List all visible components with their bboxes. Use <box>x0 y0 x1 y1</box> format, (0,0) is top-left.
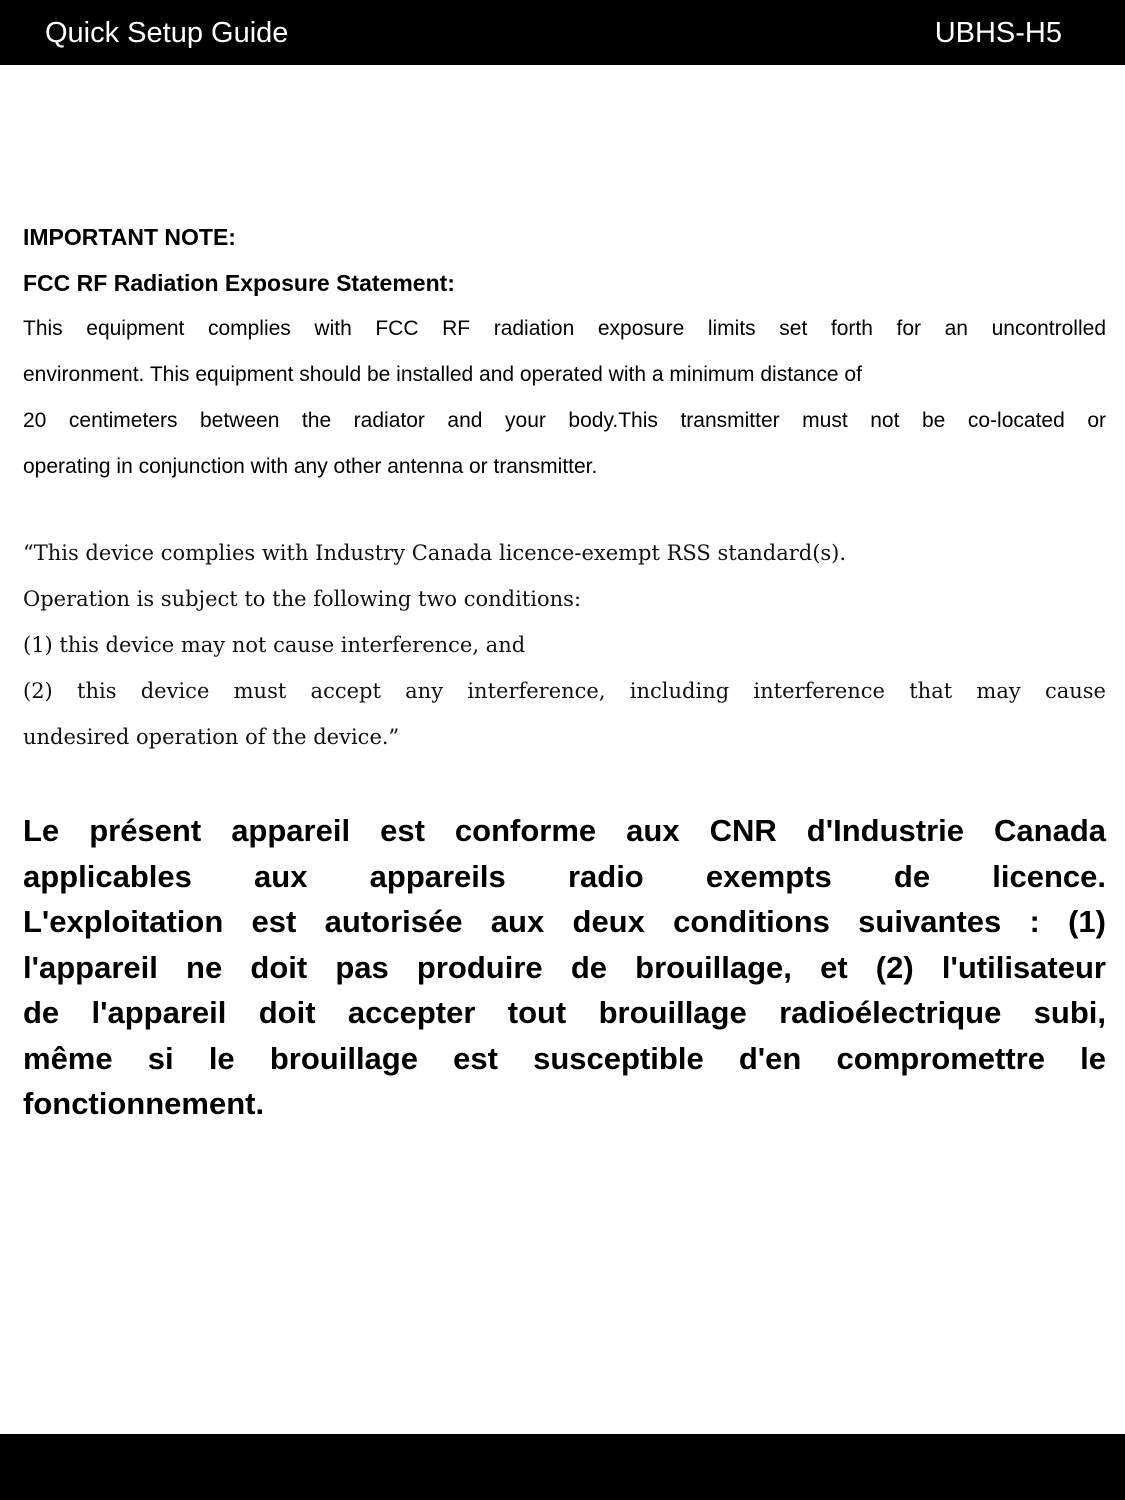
fr-line: L'exploitation est autorisée aux deux conditions suivantes : (1) <box>23 904 1106 939</box>
fcc-heading: FCC RF Radiation Exposure Statement: <box>23 270 455 296</box>
fr-line: applicables aux appareils radio exempts de licence. <box>23 858 1106 894</box>
ic-line: undesired operation of the device.” <box>23 725 400 749</box>
ic-line: Operation is subject to the following two conditions: <box>23 587 582 611</box>
model-number: UBHS-H5 <box>934 17 1062 49</box>
fcc-line: This equipment complies with FCC RF radiation exposure limits set forth for an uncontrolled <box>23 317 1106 340</box>
fcc-line: 20 centimeters between the radiator and your body.This transmitter must not be co-located or <box>23 409 1106 432</box>
fr-line: fonctionnement. <box>23 1086 265 1121</box>
important-note-heading: IMPORTANT NOTE: <box>23 224 236 250</box>
ic-line: (1) this device may not cause interference, and <box>23 633 526 657</box>
footer-bar <box>0 1434 1125 1500</box>
ic-line: “This device complies with Industry Canada licence-exempt RSS standard(s). <box>23 541 847 565</box>
fr-line: l'appareil ne doit pas produire de brouillage, et (2) l'utilisateur <box>23 949 1106 985</box>
fr-line: Le présent appareil est conforme aux CNR d'Industrie Canada <box>23 813 1106 848</box>
header-bar <box>0 0 1125 65</box>
fcc-line: operating in conjunction with any other antenna or transmitter. <box>23 455 598 478</box>
fr-line: même si le brouillage est susceptible d'en compromettre le <box>23 1040 1106 1076</box>
fcc-line: environment. This equipment should be installed and operated with a minimum distance of <box>23 363 862 386</box>
fr-line: de l'appareil doit accepter tout brouillage radioélectrique subi, <box>23 995 1106 1030</box>
ic-line: (2) this device must accept any interference, including interference that may cause <box>23 679 1106 703</box>
french-statement <box>23 808 1106 1127</box>
ic-statement <box>23 530 1106 760</box>
guide-title: Quick Setup Guide <box>45 17 289 49</box>
fcc-statement <box>23 214 1106 490</box>
